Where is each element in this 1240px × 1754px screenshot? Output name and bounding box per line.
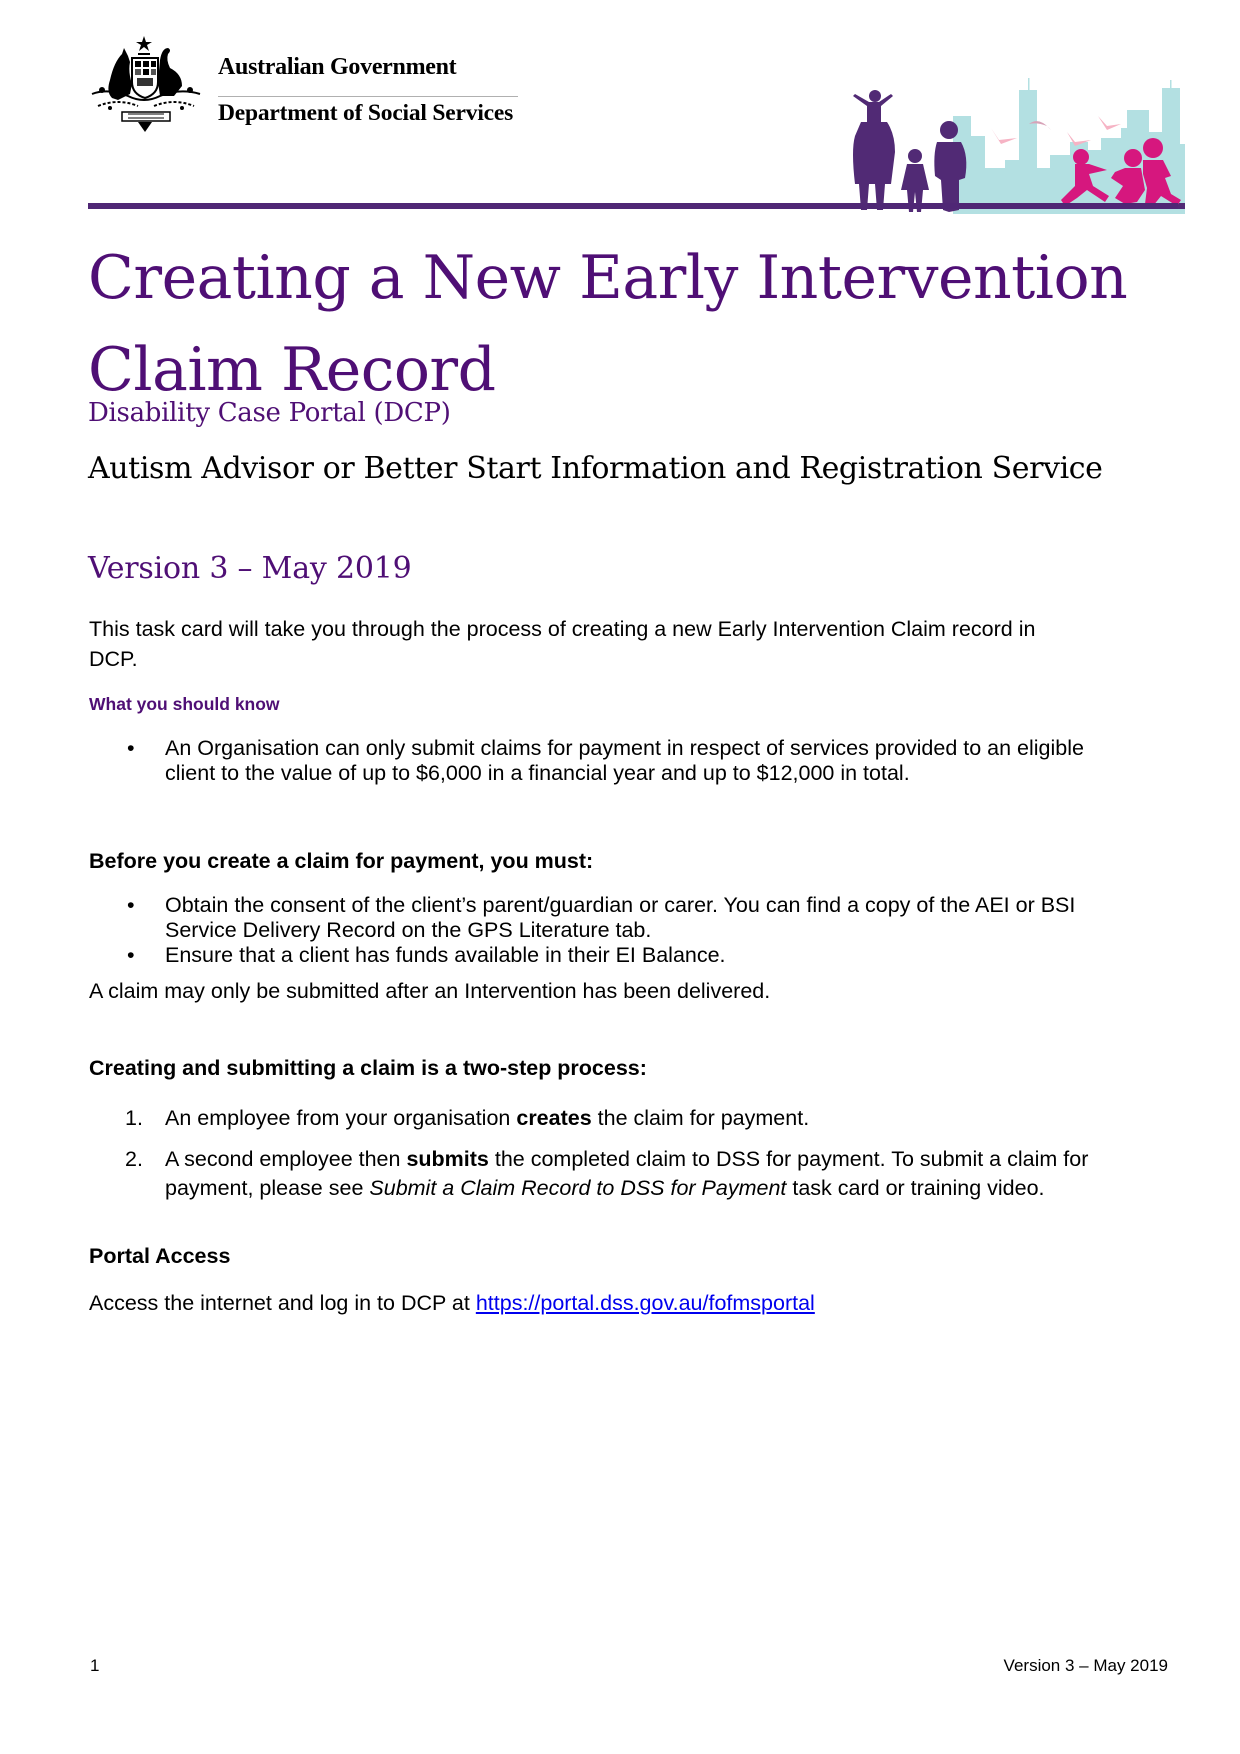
- step-number: 1.: [125, 1106, 143, 1130]
- list-item-text: Ensure that a client has funds available in their EI Balance.: [165, 943, 726, 967]
- step-text: A second employee then: [165, 1146, 407, 1171]
- coat-of-arms-logo: [88, 34, 204, 134]
- what-you-should-know-heading: What you should know: [89, 694, 280, 714]
- step-keyword: submits: [406, 1146, 489, 1171]
- service-subtitle: Autism Advisor or Better Start Information and Registration Service: [88, 451, 1103, 486]
- process-step: [89, 1104, 1149, 1134]
- what-you-should-know-list: [89, 736, 1139, 786]
- portal-subtitle: Disability Case Portal (DCP): [88, 398, 451, 428]
- list-item: [89, 893, 1139, 943]
- page-title: Creating a New Early Intervention Claim Record: [88, 243, 1128, 405]
- list-item-text: Obtain the consent of the client’s parent/guardian or carer. You can find a copy of the AEI or BSI Service Delivery Record on the GPS Literature tab.: [165, 893, 1076, 942]
- bullet-icon: •: [127, 943, 135, 967]
- list-item: [89, 943, 1139, 968]
- portal-access-text: [89, 1291, 815, 1316]
- government-name: Australian Government: [218, 54, 457, 80]
- logo-divider: [218, 96, 518, 97]
- step-text: task card or training video.: [786, 1176, 1045, 1200]
- family-skyline-banner: [825, 60, 1185, 220]
- process-heading: Creating and submitting a claim is a two-step process:: [89, 1056, 647, 1080]
- before-you-create-heading: Before you create a claim for payment, you must:: [89, 849, 594, 873]
- delivered-note: A claim may only be submitted after an Intervention has been delivered.: [89, 979, 771, 1003]
- portal-access-label: Access the internet and log in to DCP at: [89, 1291, 476, 1315]
- portal-link[interactable]: https://portal.dss.gov.au/fofmsportal: [475, 1291, 815, 1315]
- department-name: Department of Social Services: [218, 100, 514, 126]
- bullet-icon: •: [127, 893, 135, 917]
- task-card-reference: Submit a Claim Record to DSS for Payment: [369, 1176, 787, 1200]
- step-keyword: creates: [516, 1106, 592, 1130]
- process-steps-list: [89, 1104, 1149, 1215]
- bullet-icon: •: [127, 736, 135, 760]
- process-step: [89, 1145, 1149, 1204]
- intro-paragraph: This task card will take you through the process of creating a new Early Intervention Claim record in DCP.: [89, 617, 1036, 671]
- before-you-create-list: [89, 893, 1139, 968]
- step-number: 2.: [125, 1146, 143, 1171]
- step-text: An employee from your organisation: [165, 1106, 517, 1130]
- list-item-text: An Organisation can only submit claims for payment in respect of services provided to an eligible client to the value of up to $6,000 in a financial year and up to $12,000 in total.: [165, 736, 1084, 785]
- version-heading: Version 3 – May 2019: [88, 551, 412, 586]
- step-text: the completed claim to DSS for payment. To submit a claim for payment, please see: [165, 1146, 1089, 1200]
- portal-access-heading: Portal Access: [89, 1244, 231, 1268]
- footer-version: Version 3 – May 2019: [1003, 1656, 1168, 1675]
- step-text: the claim for payment.: [591, 1106, 810, 1130]
- header-rule: [88, 203, 1178, 209]
- list-item: [89, 736, 1139, 786]
- page-number: 1: [90, 1656, 100, 1675]
